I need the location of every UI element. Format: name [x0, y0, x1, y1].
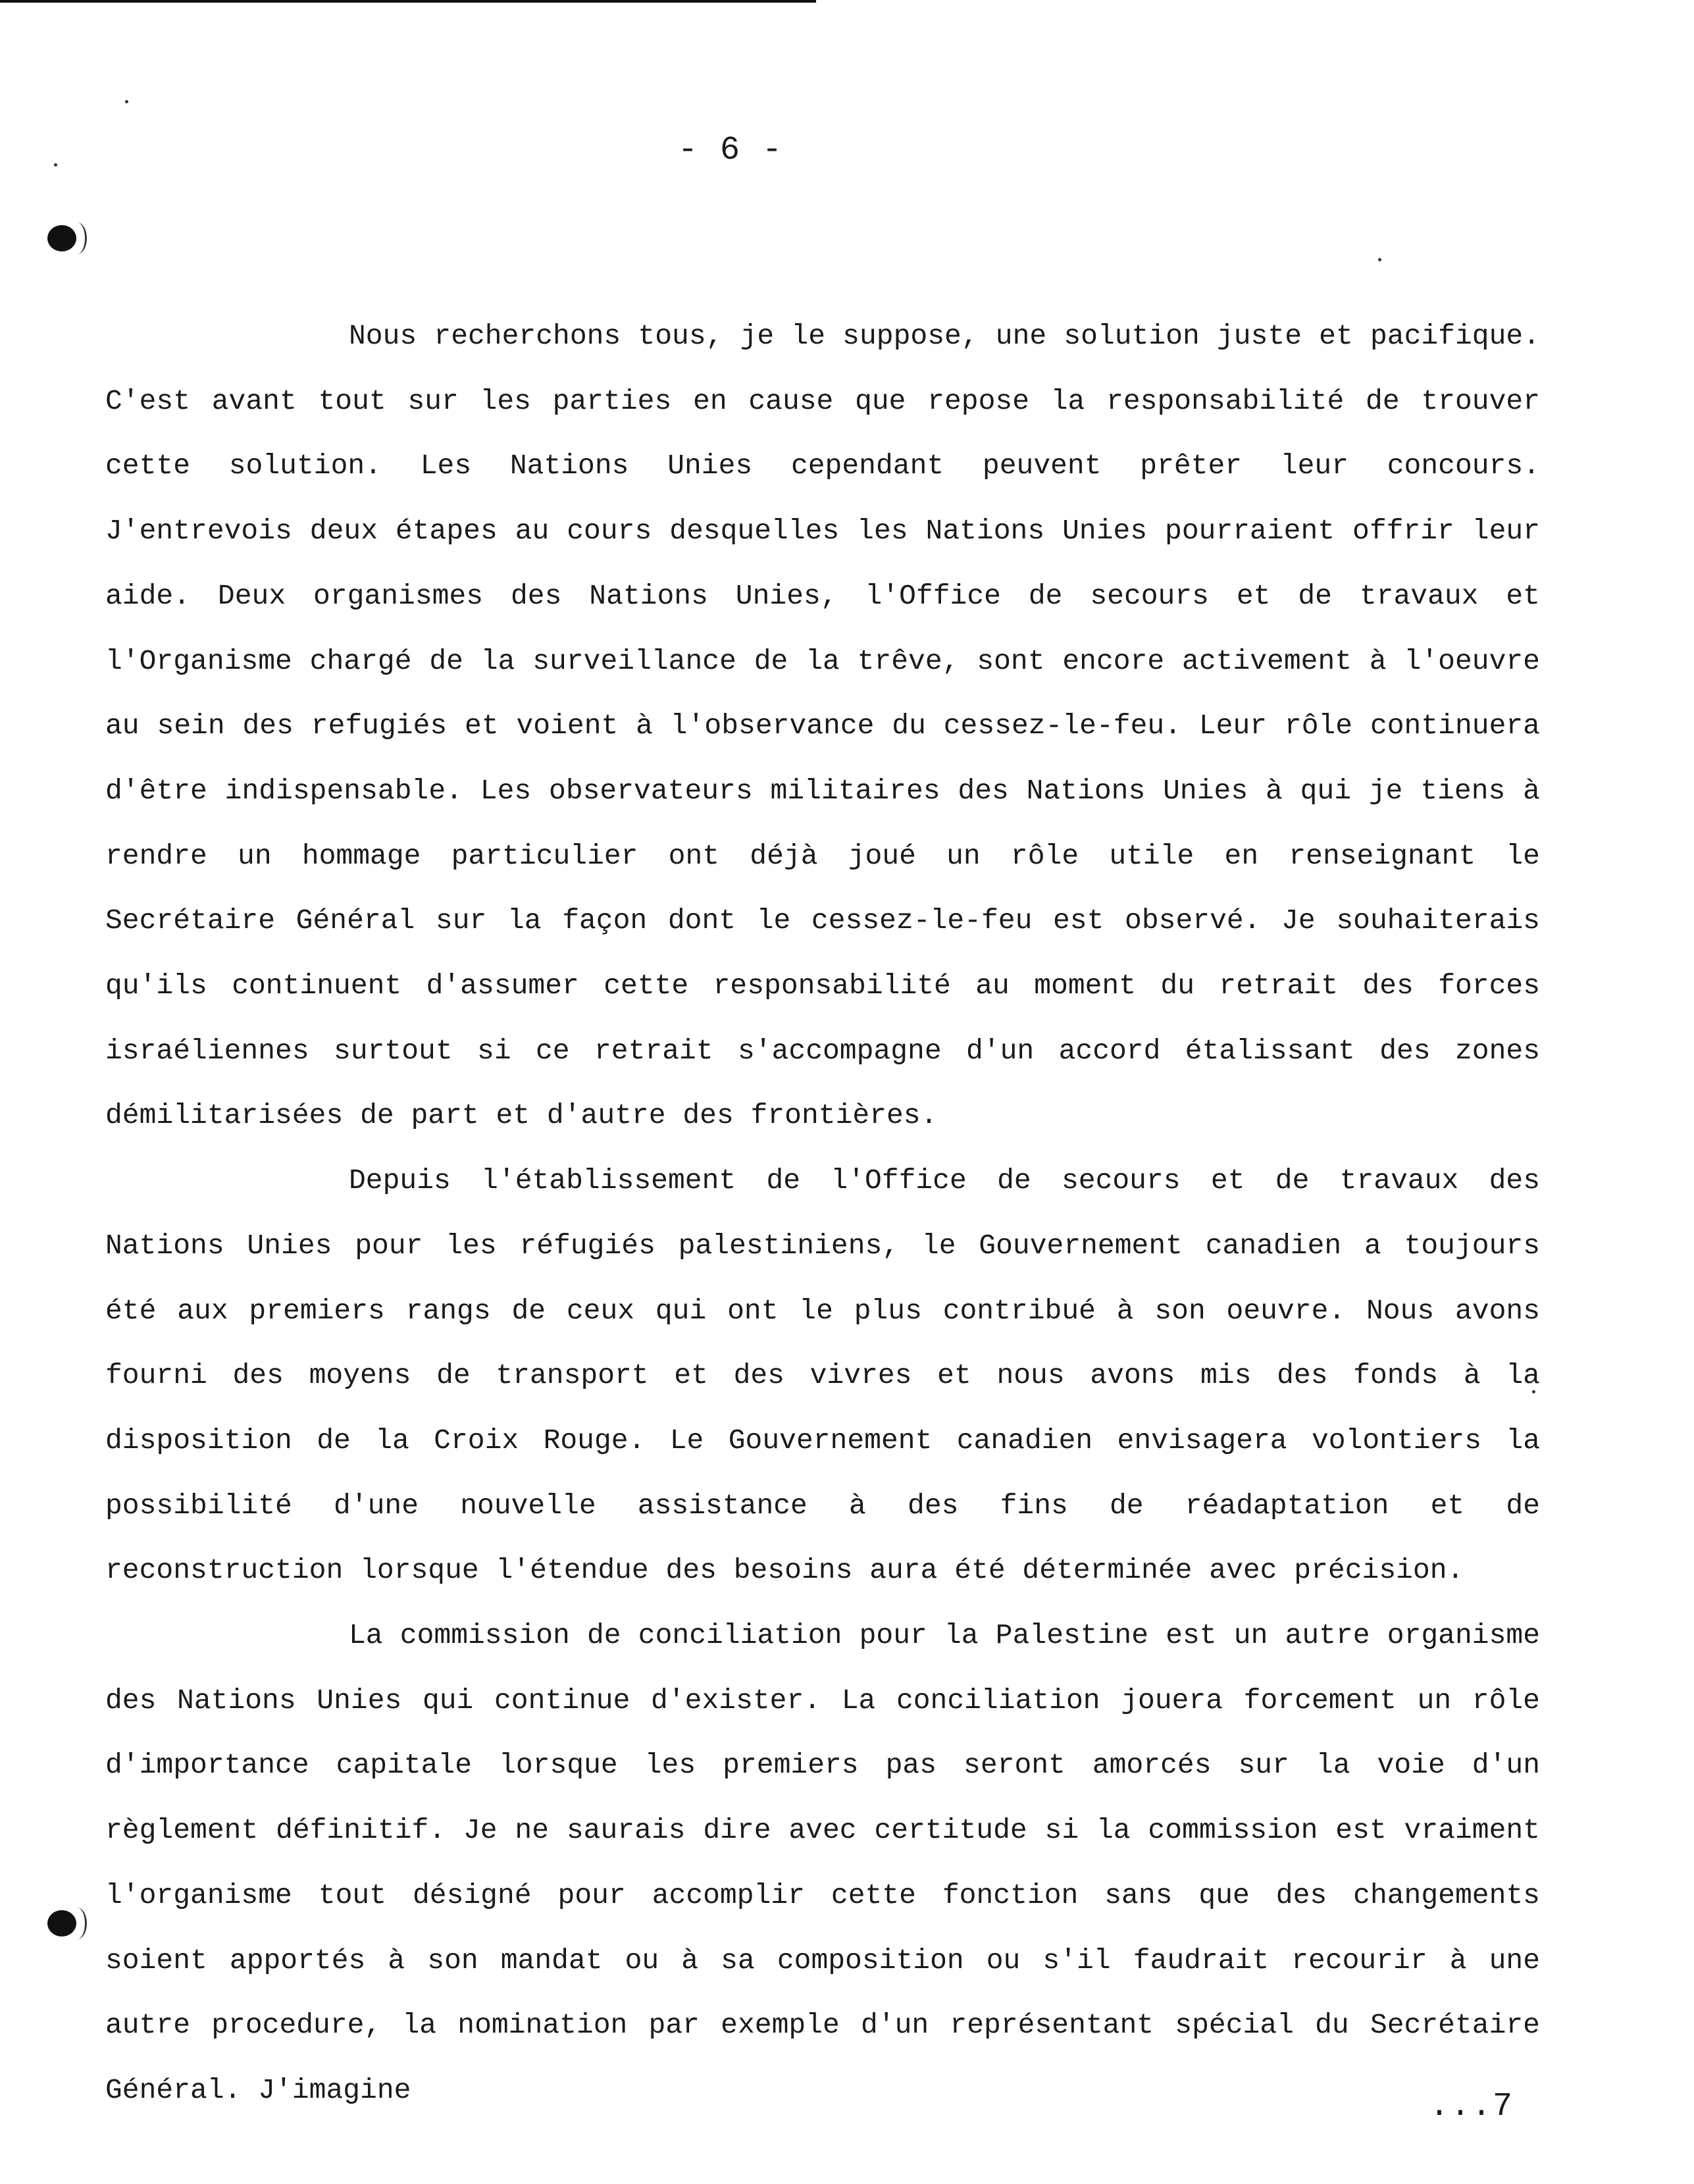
- punch-hole-top: [47, 225, 76, 251]
- continuation-marker: ...7: [1429, 2088, 1514, 2125]
- paragraph-peaceful-solution: Nous recherchons tous, je le suppose, une solution juste et pacifique. C'est avant tout sur les parties en cause que repose la responsabilité de trouver cette solution. Les Nations Unies cependant peuvent prêter leur concours. J'entrevois deux étapes au cours desquelles les Nations Unies pourraient offrir leur aide. Deux organismes des Nations Unies, l'Office de secours et de travaux et l'Organisme chargé de la surveillance de la trêve, sont encore activement à l'oeuvre au sein des refugiés et voient à l'observance du cessez-le-feu. Leur rôle continuera d'être indispensable. Les observateurs militaires des Nations Unies à qui je tiens à rendre un hommage particulier ont déjà joué un rôle utile en renseignant le Secrétaire Général sur la façon dont le cessez-le-feu est observé. Je souhaiterais qu'ils continuent d'assumer cette responsabilité au moment du retrait des forces israéliennes surtout si ce retrait s'accompagne d'un accord étalissant des zones démilitarisées de part et d'autre des frontières.: [105, 320, 1540, 1132]
- paragraph-relief-office: Depuis l'établissement de l'Office de secours et de travaux des Nations Unies pour les réfugiés palestiniens, le Gouvernement canadien a toujours été aux premiers rangs de ceux qui ont le plus contribué à son oeuvre. Nous avons fourni des moyens de transport et des vivres et nous avons mis des fonds à la disposition de la Croix Rouge. Le Gouvernement canadien envisagera volontiers la possibilité d'une nouvelle assistance à des fins de réadaptation et de reconstruction lorsque l'étendue des besoins aura été déterminée avec précision.: [105, 1164, 1540, 1587]
- scan-speck: [1378, 258, 1381, 261]
- page-number: - 6 -: [678, 132, 784, 169]
- punch-hole-bottom: [47, 1910, 76, 1937]
- scan-speck: [54, 163, 57, 167]
- paragraph-conciliation-commission: La commission de conciliation pour la Palestine est un autre organisme des Nations Unies qui continue d'exister. La conciliation jouera forcement un rôle d'importance capitale lorsque les premiers pas seront amorcés sur la voie d'un règlement définitif. Je ne saurais dire avec certitude si la commission est vraiment l'organisme tout désigné pour accomplir cette fonction sans que des changements soient apportés à son mandat ou à sa composition ou s'il faudrait recourir à une autre procedure, la nomination par exemple d'un représentant spécial du Secrétaire Général. J'imagine: [105, 1619, 1540, 2106]
- top-border-rule: [0, 0, 816, 3]
- scan-speck: [125, 100, 128, 103]
- document-body: [105, 304, 1540, 2123]
